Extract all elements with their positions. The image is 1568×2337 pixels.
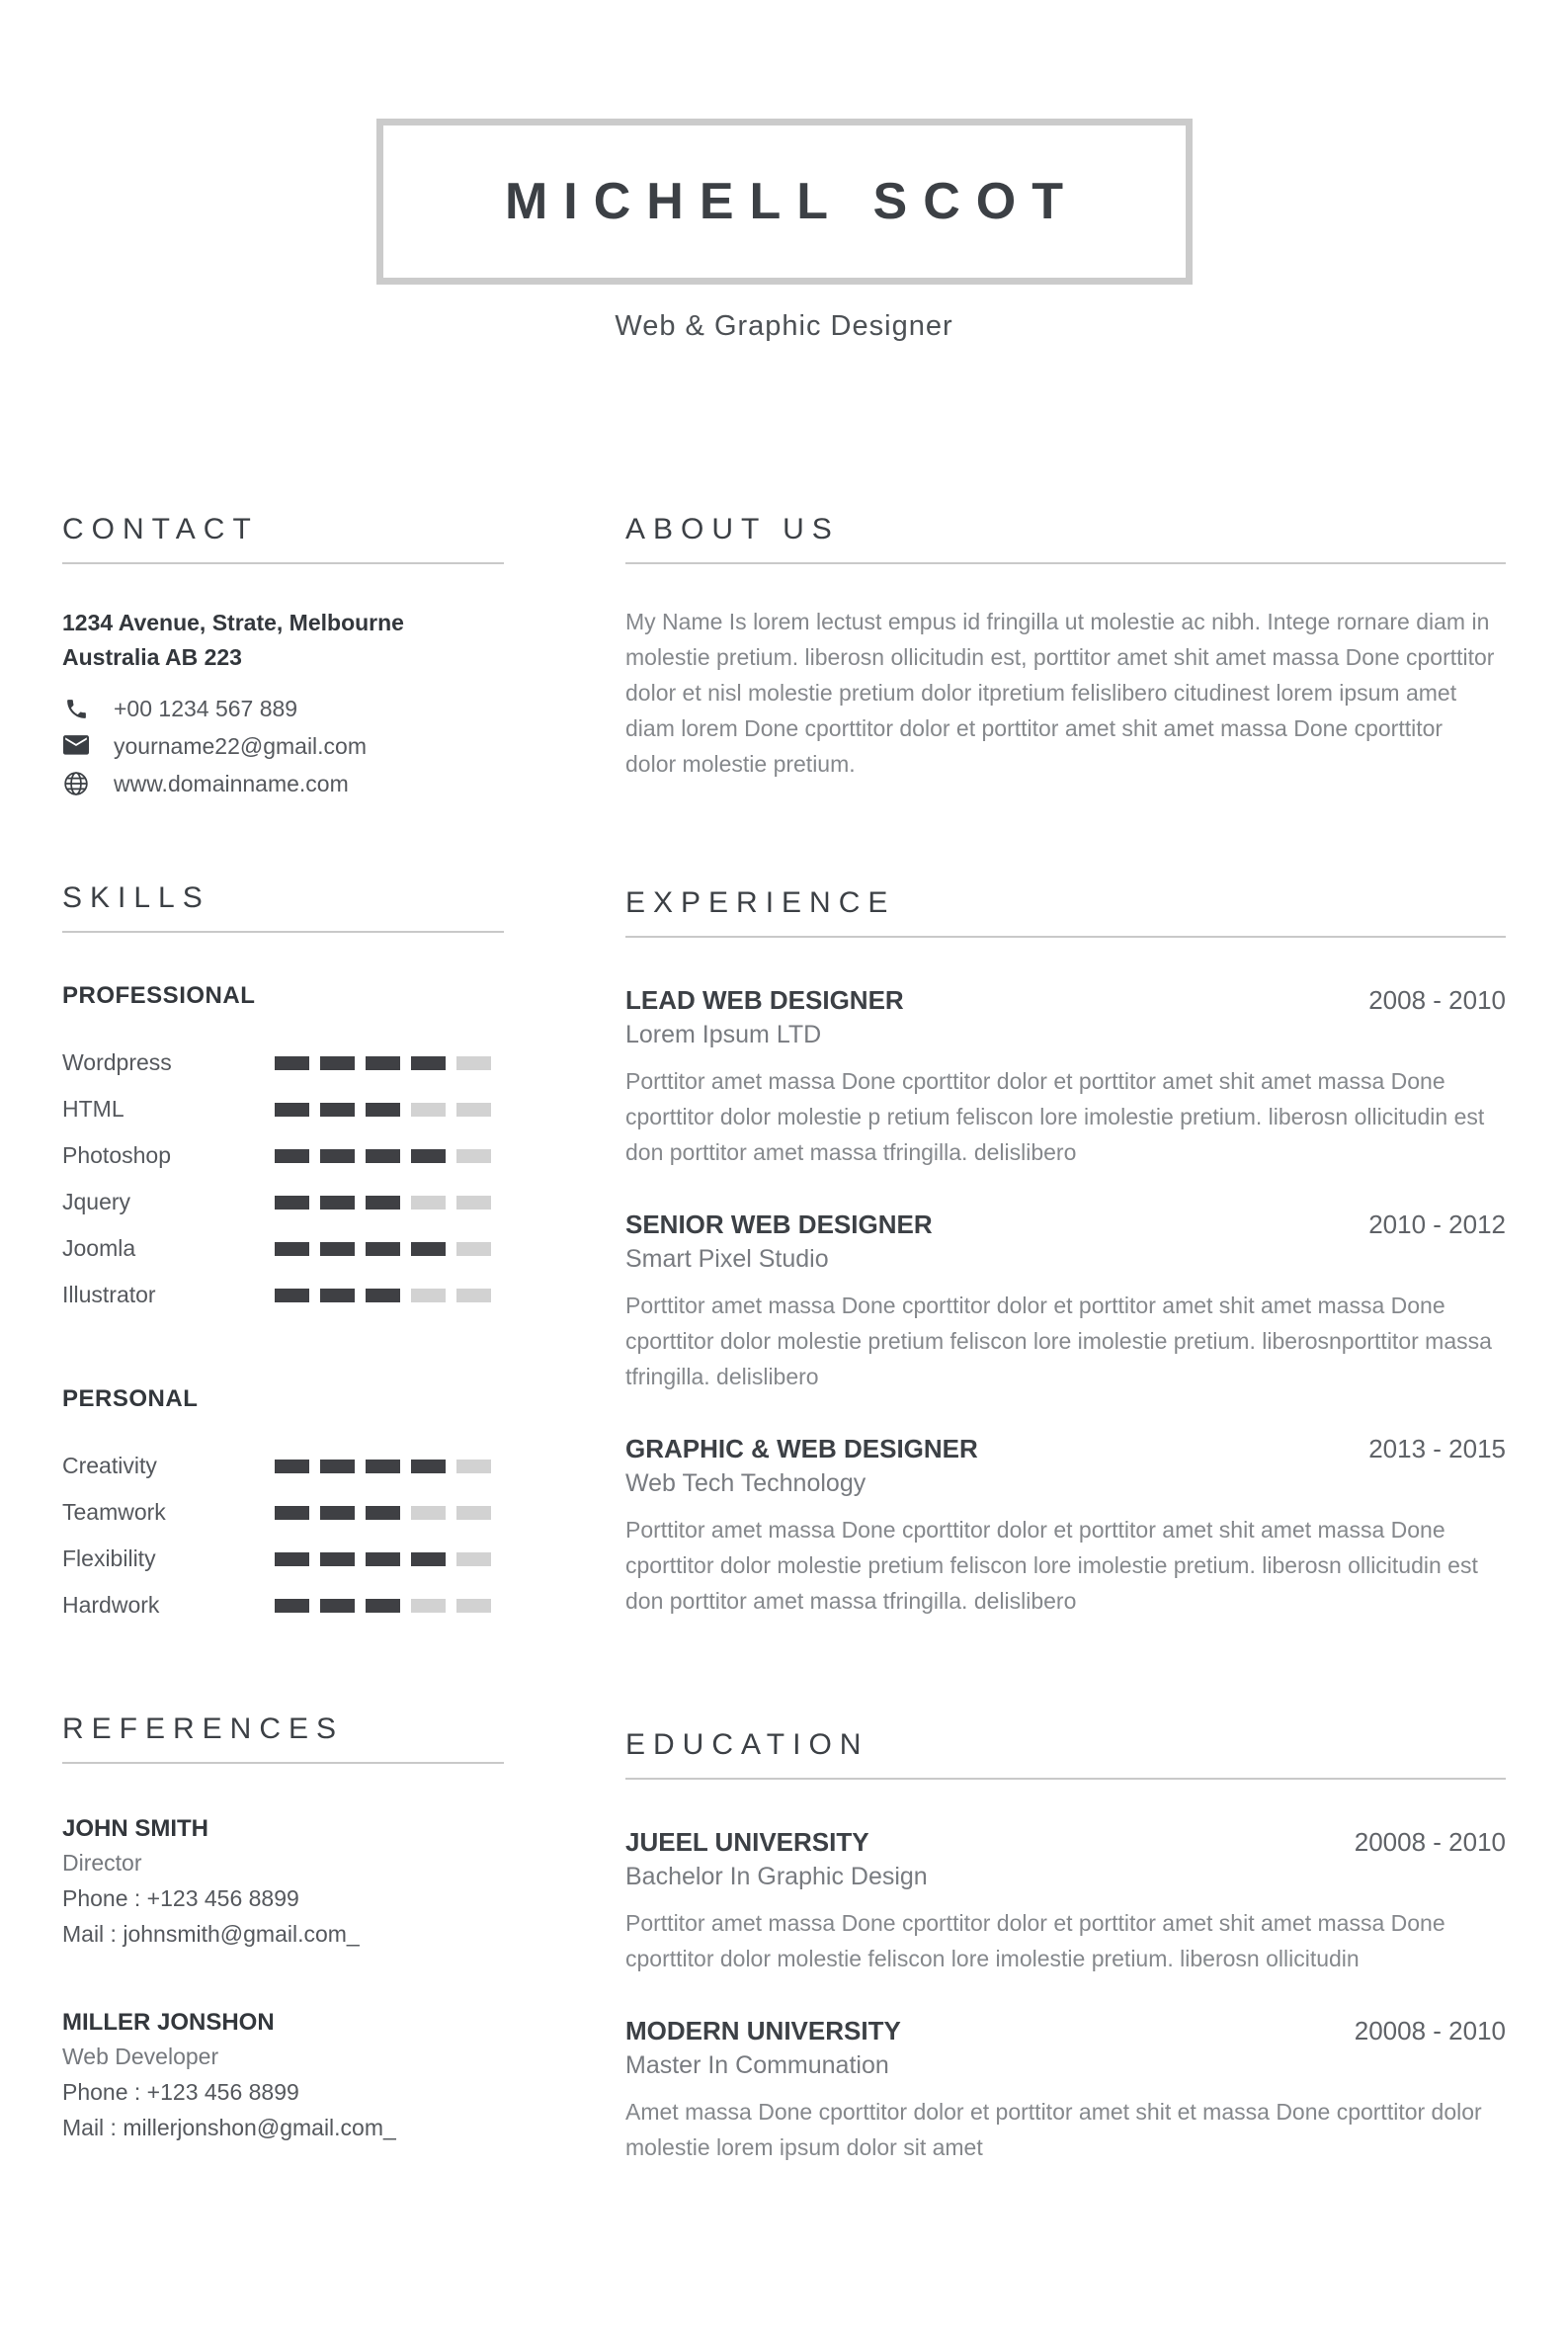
skill-bar-segment (320, 1242, 355, 1256)
skill-row-wordpress (62, 1040, 504, 1086)
skills-group-label: PERSONAL (62, 1385, 199, 1412)
contact-rows (62, 690, 504, 802)
skill-bar-segment (275, 1552, 309, 1566)
skill-bar-segment (275, 1289, 309, 1302)
skill-label: Wordpress (62, 1049, 172, 1075)
skill-label: Flexibility (62, 1545, 156, 1571)
skill-label: Photoshop (62, 1142, 171, 1168)
entry-title-row (625, 1827, 1506, 1858)
job-description: Porttitor amet massa Done cporttitor dolor et porttitor amet shit amet massa Done cporttitor dolor molestie p retium feliscon lore imolestie pretium. liberosn ollicitudin est don porttitor amet massa tfringilla. delislibero (625, 1067, 1485, 1165)
section-divider (625, 1778, 1506, 1780)
education-section-title: EDUCATION (625, 1727, 869, 1761)
skill-bar-segment (411, 1196, 446, 1210)
school-period: 20008 - 2010 (1354, 1826, 1506, 1857)
phone-icon (62, 697, 90, 721)
skill-bar-segment (411, 1506, 446, 1520)
skill-bar-segment (456, 1149, 491, 1163)
skill-row-teamwork (62, 1489, 504, 1536)
skill-row-html (62, 1086, 504, 1132)
contact-section-title: CONTACT (62, 513, 259, 545)
skill-bar-segment (275, 1460, 309, 1473)
skill-bar (275, 1242, 502, 1256)
entry-title-row (625, 1210, 1506, 1240)
skill-bar-segment (320, 1103, 355, 1117)
school-name: JUEEL UNIVERSITY (625, 1826, 869, 1857)
skill-bar-segment (275, 1149, 309, 1163)
right-column (625, 513, 1506, 2165)
entry-title-row (625, 2016, 1506, 2046)
resume-header (0, 119, 1568, 343)
skill-bar-segment (411, 1149, 446, 1163)
contact-address (62, 606, 504, 674)
skill-row-creativity (62, 1443, 504, 1489)
job-description: Porttitor amet massa Done cporttitor dolor et porttitor amet shit amet massa Done cporttitor dolor molestie pretium feliscon lore imolestie pretium. liberosnporttitor massa tfringilla. delislibero (625, 1292, 1492, 1390)
skill-label: Joomla (62, 1235, 136, 1261)
reference-role: Web Developer (62, 2044, 219, 2069)
school-description: Amet massa Done cporttitor dolor et porttitor amet shit et massa Done cporttitor dolor molestie lorem ipsum dolor sit amet (625, 2098, 1482, 2160)
person-name: MICHELL SCOT (504, 173, 1080, 230)
skill-bar-segment (366, 1056, 400, 1070)
section-divider (62, 931, 504, 933)
skill-bar-segment (366, 1599, 400, 1613)
skill-bar-segment (456, 1196, 491, 1210)
skill-bar-segment (366, 1103, 400, 1117)
skill-bar-segment (275, 1056, 309, 1070)
skill-bar (275, 1506, 502, 1520)
skill-bar-segment (320, 1506, 355, 1520)
job-period: 2010 - 2012 (1368, 1209, 1506, 1239)
skill-bar-segment (366, 1149, 400, 1163)
school-degree: Bachelor In Graphic Design (625, 1862, 928, 1890)
experience-section-title: EXPERIENCE (625, 885, 896, 919)
job-company: Web Tech Technology (625, 1469, 867, 1498)
skill-bar-segment (456, 1056, 491, 1070)
resume-page (0, 119, 1568, 2337)
skill-bar-segment (320, 1289, 355, 1302)
skill-bar (275, 1196, 502, 1210)
reference-phone: Phone : +123 456 8899 (62, 1885, 299, 1911)
skills-section (62, 881, 504, 1628)
school-description: Porttitor amet massa Done cporttitor dolor et porttitor amet shit amet massa Done cporttitor dolor molestie feliscon lore imolestie pretium. liberosn ollicitudin (625, 1909, 1445, 1971)
contact-phone-row (62, 690, 504, 727)
reference-role: Director (62, 1850, 142, 1876)
section-divider (625, 936, 1506, 938)
skill-row-joomla (62, 1225, 504, 1272)
skill-row-hardwork (62, 1582, 504, 1628)
school-period: 20008 - 2010 (1354, 2015, 1506, 2045)
skill-bar-segment (456, 1599, 491, 1613)
person-job-title: Web & Graphic Designer (615, 310, 953, 342)
skill-bar-segment (366, 1196, 400, 1210)
experience-entry (625, 985, 1506, 1170)
section-divider (62, 1762, 504, 1764)
resume-body (62, 513, 1506, 2165)
skill-label: Jquery (62, 1189, 131, 1214)
skill-label: Teamwork (62, 1499, 166, 1525)
contact-email-row (62, 727, 504, 765)
skill-bar-segment (411, 1103, 446, 1117)
skill-bar-segment (366, 1506, 400, 1520)
skill-bar (275, 1460, 502, 1473)
skills-section-title: SKILLS (62, 881, 210, 914)
skill-bar-segment (366, 1552, 400, 1566)
skill-label: Creativity (62, 1453, 157, 1478)
section-divider (62, 562, 504, 564)
education-section (625, 1728, 1506, 2165)
address-line-2: Australia AB 223 (62, 643, 242, 670)
skill-bar-segment (456, 1506, 491, 1520)
name-box (376, 119, 1193, 285)
reference-mail: Mail : johnsmith@gmail.com_ (62, 1921, 360, 1947)
skill-bar-segment (456, 1242, 491, 1256)
job-role: LEAD WEB DESIGNER (625, 984, 904, 1015)
section-divider (625, 562, 1506, 564)
references-section-title: REFERENCES (62, 1712, 345, 1745)
skill-row-photoshop (62, 1132, 504, 1179)
references-section (62, 1712, 504, 2141)
skill-bar (275, 1289, 502, 1302)
job-company: Smart Pixel Studio (625, 1244, 829, 1273)
left-column (62, 513, 504, 2165)
skill-label: HTML (62, 1096, 124, 1122)
entry-title-row (625, 1434, 1506, 1464)
reference-mail: Mail : millerjonshon@gmail.com_ (62, 2115, 396, 2140)
school-name: MODERN UNIVERSITY (625, 2015, 901, 2045)
reference-name: JOHN SMITH (62, 1815, 209, 1842)
reference-item (62, 1815, 504, 1948)
contact-phone: +00 1234 567 889 (114, 695, 298, 721)
job-company: Lorem Ipsum LTD (625, 1020, 822, 1048)
skill-bar (275, 1149, 502, 1163)
job-period: 2008 - 2010 (1368, 984, 1506, 1015)
skill-rows (62, 1443, 504, 1628)
skills-group-personal (62, 1385, 504, 1628)
skill-bar-segment (456, 1289, 491, 1302)
education-entry (625, 2016, 1506, 2165)
skill-bar-segment (320, 1599, 355, 1613)
skills-group-professional (62, 982, 504, 1318)
skill-bar-segment (411, 1460, 446, 1473)
skill-row-flexibility (62, 1536, 504, 1582)
contact-email: yourname22@gmail.com (114, 732, 368, 759)
skill-bar-segment (366, 1460, 400, 1473)
about-section (625, 513, 1506, 783)
skill-bar (275, 1103, 502, 1117)
skill-bar-segment (411, 1552, 446, 1566)
experience-entry (625, 1210, 1506, 1394)
skill-bar-segment (411, 1056, 446, 1070)
skill-bar-segment (275, 1599, 309, 1613)
contact-section (62, 513, 504, 802)
experience-entry (625, 1434, 1506, 1619)
entry-title-row (625, 985, 1506, 1016)
skill-bar-segment (275, 1506, 309, 1520)
skill-bar (275, 1552, 502, 1566)
skill-bar-segment (456, 1103, 491, 1117)
job-role: SENIOR WEB DESIGNER (625, 1209, 933, 1239)
skill-bar-segment (320, 1552, 355, 1566)
reference-name: MILLER JONSHON (62, 2009, 275, 2036)
reference-phone: Phone : +123 456 8899 (62, 2079, 299, 2105)
skill-bar-segment (411, 1599, 446, 1613)
job-role: GRAPHIC & WEB DESIGNER (625, 1434, 978, 1464)
job-period: 2013 - 2015 (1368, 1434, 1506, 1464)
skill-bar-segment (320, 1196, 355, 1210)
skill-rows (62, 1040, 504, 1318)
mail-icon (62, 735, 90, 757)
skill-bar-segment (366, 1289, 400, 1302)
skill-bar-segment (320, 1460, 355, 1473)
address-line-1: 1234 Avenue, Strate, Melbourne (62, 610, 404, 635)
skill-bar-segment (275, 1196, 309, 1210)
contact-website-row (62, 765, 504, 802)
skill-bar-segment (275, 1103, 309, 1117)
skill-bar (275, 1599, 502, 1613)
skill-bar-segment (275, 1242, 309, 1256)
skill-row-illustrator (62, 1272, 504, 1318)
globe-icon (62, 771, 90, 796)
contact-website: www.domainname.com (114, 770, 349, 796)
education-entry (625, 1827, 1506, 1976)
skill-bar (275, 1056, 502, 1070)
skill-bar-segment (411, 1289, 446, 1302)
skill-bar-segment (320, 1056, 355, 1070)
skill-bar-segment (456, 1460, 491, 1473)
skill-row-jquery (62, 1179, 504, 1225)
skill-bar-segment (456, 1552, 491, 1566)
school-degree: Master In Communation (625, 2050, 889, 2079)
skills-group-label: PROFESSIONAL (62, 982, 256, 1009)
experience-section (625, 886, 1506, 1620)
about-section-title: ABOUT US (625, 513, 840, 545)
skill-bar-segment (366, 1242, 400, 1256)
about-text: My Name Is lorem lectust empus id fringilla ut molestie ac nibh. Intege rornare diam in molestie pretium. liberosn ollicitudin est, porttitor amet shit amet massa Done cporttitor dolor et nisl molestie pretium dolor itpretium felislibero citudinest lorem ipsum amet diam lorem Done cporttitor dolor et porttitor amet shit amet massa Done cporttitor dolor molestie pretium. (625, 609, 1495, 778)
skill-bar-segment (320, 1149, 355, 1163)
reference-item (62, 2009, 504, 2141)
skill-bar-segment (411, 1242, 446, 1256)
skill-label: Hardwork (62, 1592, 160, 1618)
job-description: Porttitor amet massa Done cporttitor dolor et porttitor amet shit amet massa Done cporttitor dolor molestie pretium feliscon lore imolestie pretium. liberosn ollicitudin est don porttitor amet massa tfringilla. delislibero (625, 1517, 1478, 1615)
skill-label: Illustrator (62, 1282, 156, 1307)
